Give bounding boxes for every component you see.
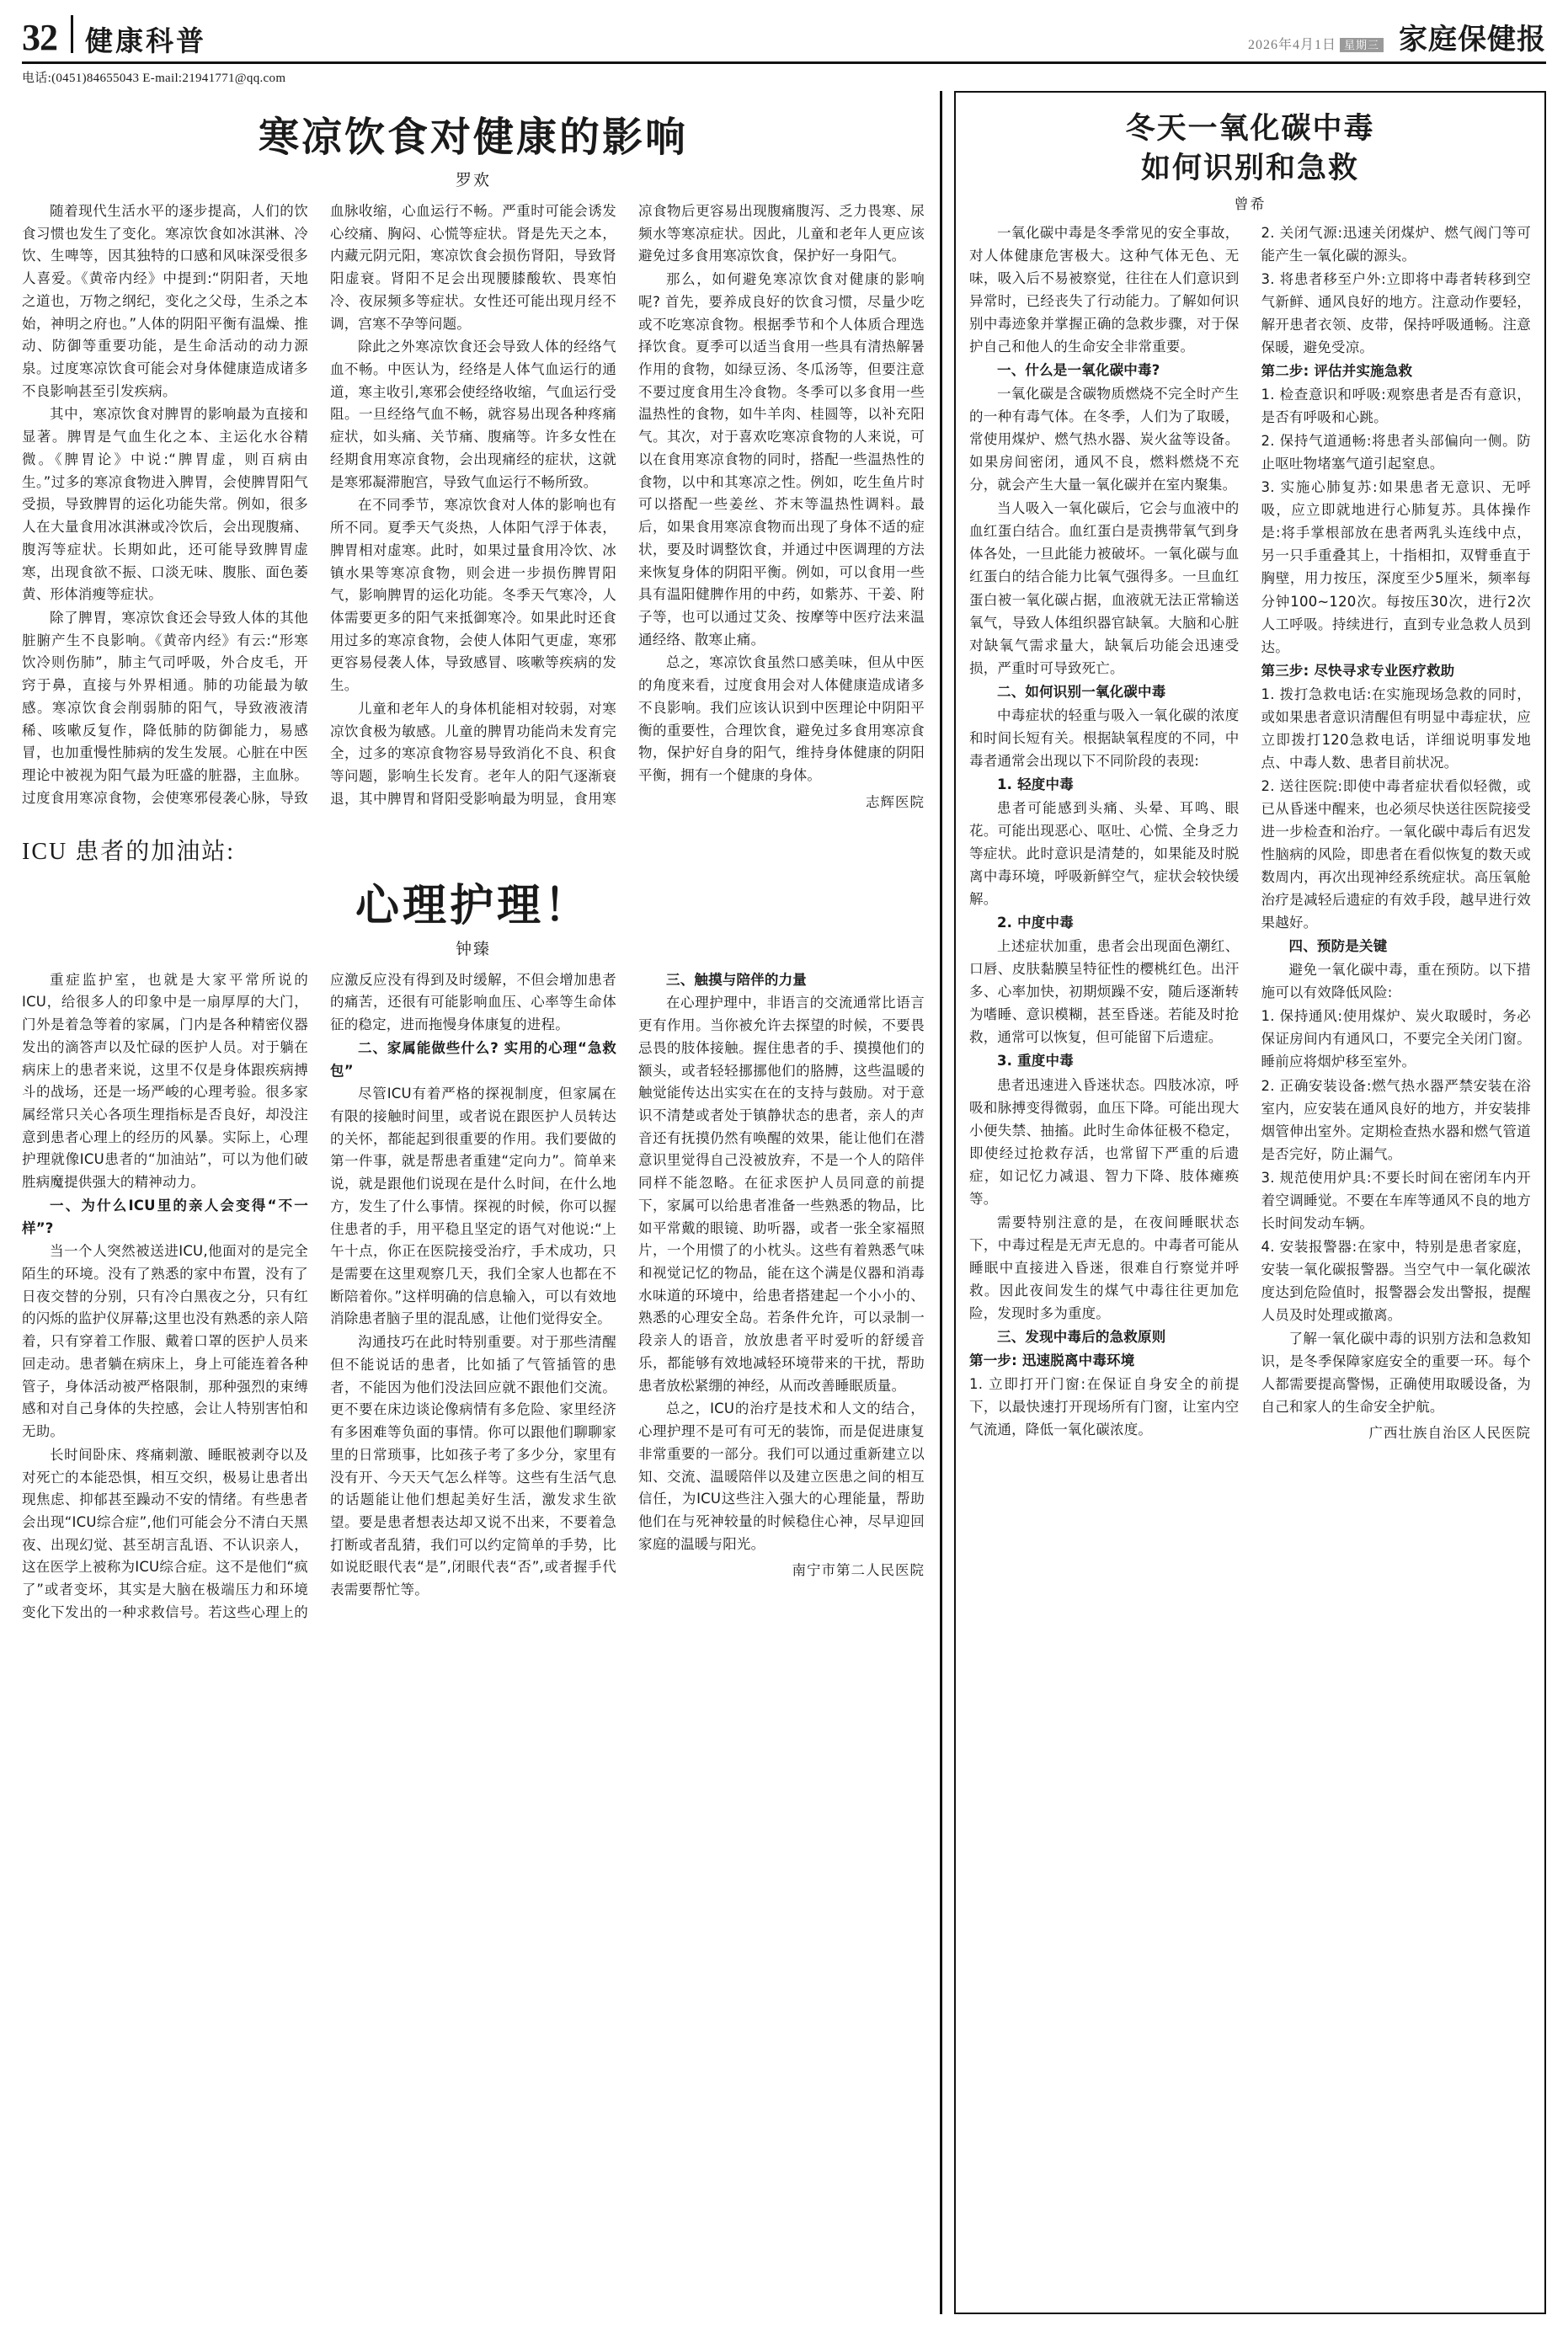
paragraph: 当人吸入一氧化碳后，它会与血液中的血红蛋白结合。血红蛋白是责携带氧气到身体各处，一旦此能力被破坏。一氧化碳与血红蛋白的结合能力比氧气强得多。一旦血红蛋白被一氧化碳占据，血液就无法正常输送氧气，导致人体组织器官缺氧。大脑和心脏对缺氧气需求量大，缺氧后功能会迅速受损，严重时可导致死亡。 [969, 500, 1240, 676]
paragraph: 了解一氧化碳中毒的识别方法和急救知识，是冬季保障家庭安全的重要一环。每个人都需要提高警惕，正确使用取暖设备，为自己和家人的生命安全护航。 [1261, 1331, 1531, 1416]
right-columns [969, 221, 1531, 1442]
list-item: 2. 保持气道通畅:将患者头部偏向一侧。防止呕吐物堵塞气道引起窒息。 [1261, 433, 1531, 472]
list-item-label: 3. 重度中毒 [997, 1053, 1074, 1070]
paragraph: 除此之外寒凉饮食还会导致人体的经络气血不畅。中医认为，经络是人体气血运行的通道，寒主收引,寒邪会使经络收缩，气血运行受阻。一旦经络气血不畅，就容易出现各种疼痛症状，如头痛、关节痛、腹痛等。许多女性在经期食用寒凉食物，会出现痛经的症状，这就是寒邪凝滞胞宫，导致气血运行不畅所致。 [330, 339, 616, 490]
masthead [22, 12, 1546, 64]
subheading: 三、触摸与陪伴的力量 [666, 971, 807, 988]
step-label: 第二步: 评估并实施急救 [1261, 363, 1413, 380]
masthead-divider [71, 15, 73, 53]
paragraph: 儿童和老年人的身体机能相对较弱，对寒凉饮食极为敏感。儿童的脾胃功能尚未发育完全，过多的寒凉食物容易导致消化不良、积食等问题，影响生长发育。老年人的阳气逐渐衰退，其中脾胃和肾阳受影响最为明显，食用寒凉食物后更容易出现腹痛腹泻、乏力畏寒、尿频水等寒凉症状。因此，儿童和老年人更应该避免过多食用寒凉饮食，保护好一身阳气。 [330, 203, 925, 807]
list-item: 4. 安装报警器:在家中，特别是患者家庭，安装一氧化碳报警器。当空气中一氧化碳浓度达到危险值时，报警器会发出警报，提醒人员及时处理或撤离。 [1261, 1238, 1531, 1323]
paragraph: 中毒症状的轻重与吸入一氧化碳的浓度和时间长短有关。根据缺氧程度的不同，中毒者通常会出现以下不同阶段的表现: [969, 707, 1240, 769]
contact-line: 电话:(0451)84655043 E-mail:21941771@qq.com [22, 72, 286, 85]
list-item: 2. 送往医院:即使中毒者症状看似轻微，或已从昏迷中醒来，也必须尽快送往医院接受进一步检查和治疗。一氧化碳中毒后有迟发性脑病的风险，即患者在看似恢复的数天或数周内，再次出现神经系统症状。高压氧舱治疗是减轻后遗症的有效手段，越早进行效果越好。 [1261, 777, 1531, 931]
paragraph: 在心理护理中，非语言的交流通常比语言更有作用。当你被允许去探望的时候，不要畏忌畏的肢体接触。握住患者的手、摸摸他们的额头，或者轻轻挪挪他们的胳膊，这些温暖的触觉能传达出实实在在的支持与鼓励。对于意识不清楚或者处于镇静状态的患者，亲人的声音还有抚摸仍然有唤醒的效果，能让他们在潜意识里觉得自己没被放弃，不是一个人的陪伴同样不能忽略。在征求医护人员同意的前提下，家属可以给患者准备一些熟悉的物品，比如平常戴的眼镜、助听器，或者一张全家福照片，一个用惯了的小枕头。这些有着熟悉气味和视觉记忆的物品，能在这个满是仪器和消毒水味道的环境中，给患者搭建起一个小小的、熟悉的心理安全岛。若条件允许，可以录制一段亲人的语音，放放患者平时爱听的舒缓音乐，都能够有效地减轻环境带来的干扰，帮助患者放松紧绷的神经，从而改善睡眠质量。 [638, 995, 925, 1394]
article1-columns [22, 200, 925, 811]
paragraph: 避免一氧化碳中毒，重在预防。以下措施可以有效降低风险: [1261, 962, 1531, 1001]
paragraph: 当一个人突然被送进ICU,他面对的是完全陌生的环境。没有了熟悉的家中布置，没有了日夜交替的分别，只有冷白黑夜之分，只有红的闪烁的监护仪屏幕;这里也没有熟悉的亲人陪着，只有穿着工作服、戴着口罩的医护人员来回走动。患者躺在病床上，身上可能连着各种管子，身体活动被严格限制，那种强烈的束缚感和对自己身体的失控感，会让人特别害怕和无助。 [22, 1243, 308, 1440]
article1-headline: 寒凉饮食对健康的影响 [258, 115, 688, 160]
article1-byline: 罗欢 [455, 171, 491, 189]
right-byline: 曾希 [1234, 195, 1267, 213]
article2-headline: 心理护理！ [355, 882, 591, 931]
article1-signoff: 志辉医院 [866, 793, 925, 810]
article-cold-diet [22, 104, 925, 811]
issue-weekday: 星期三 [1340, 38, 1384, 52]
list-item: 2. 关闭气源:迅速关闭煤炉、燃气阀门等可能产生一氧化碳的源头。 [1261, 224, 1531, 264]
paragraph: 一氧化碳是含碳物质燃烧不完全时产生的一种有毒气体。在冬季，人们为了取暖，常使用煤炉、燃气热水器、炭火盆等设备。如果房间密闭，通风不良，燃料燃烧不充分，就会产生大量一氧化碳并在室内聚集。 [969, 386, 1240, 493]
paragraph: 除了脾胃，寒凉饮食还会导致人体的其他脏腑产生不良影响。《黄帝内经》有云:“形寒饮冷则伤肺”，肺主气司呼吸，外合皮毛，开窍于鼻，直接与外界相通。肺的功能最为敏感。寒凉饮食会削弱肺的阳气，导致液液清稀、咳嗽反复作，降低肺的防御能力，易感冒，也加重慢性肺病的发生发展。心脏在中医理论中被视为阳气最为旺盛的脏器，主血脉。过度食用寒凉食物，会使寒邪侵袭心脉，导致血脉收缩，心血运行不畅。严重时可能会诱发心绞痛、胸闷、心慌等症状。肾是先天之本，内藏元阴元阳，寒凉饮食会损伤肾阳，导致肾阳虚衰。肾阳不足会出现腰膝酸软、畏寒怕冷、夜尿频多等症状。女性还可能出现月经不调，宫寒不孕等问题。 [22, 203, 616, 806]
paragraph: 其中，寒凉饮食对脾胃的影响最为直接和显著。脾胃是气血生化之本、主运化水谷精微。《脾胃论》中说:“脾胃虚，则百病由生。”过多的寒凉食物进入脾胃，会使脾胃阳气受损，导致脾胃的运化功能失常。例如，很多人在大量食用冰淇淋或冷饮后，会出现腹痛、腹泻等症状。长期如此，还可能导致脾胃虚寒，出现食欲不振、口淡无味、腹胀、面色萎黄、形体消瘦等症状。 [22, 406, 308, 603]
paper-title: 家庭保健报 [1399, 24, 1546, 56]
section-title: 健康科普 [85, 24, 206, 57]
list-item: 3. 规范使用炉具:不要长时间在密闭车内开着空调睡觉。不要在车库等通风不良的地方长时间发动车辆。 [1261, 1169, 1531, 1231]
paragraph: 长时间卧床、疼痛刺激、睡眠被剥夺以及对死亡的本能恐惧，相互交织，极易让患者出现焦虑、抑郁甚至躁动不安的情绪。有些患者会出现“ICU综合症”,他们可能会分不清白天黑夜、出现幻觉、甚至胡言乱语、不认识亲人，这在医学上被称为ICU综合症。这不是他们“疯了”或者变坏，其实是大脑在极端压力和环境变化下发出的一种求救信号。若这些心理上的应激反应没有得到及时缓解，不但会增加患者的痛苦，还很有可能影响血压、心率等生命体征的稳定，进而拖慢身体康复的进程。 [22, 971, 616, 1620]
paragraph: 随着现代生活水平的逐步提高，人们的饮食习惯也发生了变化。寒凉饮食如冰淇淋、冷饮、生啤等，因其独特的口感和风味深受很多人喜爱。《黄帝内经》中提到:“阴阳者，天地之道也，万物之纲纪，变化之父母，生杀之本始，神明之府也。”人体的阴阳平衡有温燥、推动、防御等重要功能，是生命活动的动力源泉。过度寒凉饮食可能会对身体健康造成诸多不良影响甚至引发疾病。 [22, 203, 308, 399]
article-icu-psych [22, 833, 925, 1624]
list-item: 3. 将患者移至户外:立即将中毒者转移到空气新鲜、通风良好的地方。注意动作要轻，解开患者衣领、皮带，保持呼吸通畅。注意保暖，避免受凉。 [1261, 270, 1531, 356]
paragraph: 一氧化碳中毒是冬季常见的安全事故，对人体健康危害极大。这种气体无色、无味，吸入后不易被察觉，往往在人们意识到异常时，已经丧失了行动能力。了解如何识别中毒迹象并掌握正确的急救步骤，对于保护自己和他人的生命安全非常重要。 [969, 224, 1240, 355]
list-item-label: 2. 中度中毒 [997, 915, 1074, 931]
step-label: 第一步: 迅速脱离中毒环境 [969, 1352, 1135, 1369]
list-item: 1. 立即打开门窗:在保证自身安全的前提下，以最快速打开现场所有门窗，让室内空气流通，降低一氧化碳浓度。 [969, 1376, 1240, 1438]
article-co-poisoning [954, 91, 1546, 2314]
right-headline-line2: 如何识别和急救 [1140, 151, 1359, 184]
paragraph: 患者可能感到头痛、头晕、耳鸣、眼花。可能出现恶心、呕吐、心慌、全身乏力等症状。此时意识是清楚的，如果能及时脱离中毒环境，呼吸新鲜空气，症状会较快缓解。 [969, 799, 1240, 908]
page-number: 32 [22, 17, 57, 58]
issue-date-text: 2026年4月1日 [1247, 38, 1336, 52]
paragraph: 上述症状加重，患者会出现面色潮红、口唇、皮肤黏膜呈特征性的樱桃红色。出汗多、心率加快，初期烦躁不安，随后逐渐转为嗜睡、意识模糊，甚至昏迷。若能及时抢救，通常可以恢复，但可能留下后遗症。 [969, 938, 1240, 1046]
issue-date [1248, 34, 1399, 56]
subheading: 三、发现中毒后的急救原则 [997, 1329, 1166, 1346]
subheading: 二、家属能做些什么? 实用的心理“急救包” [330, 1039, 616, 1079]
right-headline-line1: 冬天一氧化碳中毒 [1125, 112, 1375, 145]
step-label: 第三步: 尽快寻求专业医疗救助 [1261, 662, 1455, 679]
subheading: 二、如何识别一氧化碳中毒 [997, 683, 1166, 700]
paragraph: 在不同季节，寒凉饮食对人体的影响也有所不同。夏季天气炎热，人体阳气浮于体表，脾胃相对虚寒。此时，如果过量食用冷饮、冰镇水果等寒凉食物，则会进一步损伤脾胃阳气，影响脾胃的运化功能。冬季天气寒冷，人体需要更多的阳气来抵御寒冷。如果此时还食用过多的寒凉食物，会使人体阳气更虚，寒邪更容易侵袭人体，导致感冒、咳嗽等疾病的发生。 [330, 497, 616, 694]
list-item: 1. 保持通风:使用煤炉、炭火取暖时，务必保证房间内有通风口，不要完全关闭门窗。睡前应将烟炉移至室外。 [1261, 1008, 1531, 1070]
paragraph: 需要特别注意的是，在夜间睡眠状态下，中毒过程是无声无息的。中毒者可能从睡眠中直接进入昏迷，很难自行察觉并呼救。因此夜间发生的煤气中毒往往更加危险，发现时多为重度。 [969, 1214, 1240, 1321]
subheading: 一、什么是一氧化碳中毒? [997, 362, 1160, 379]
list-item: 1. 拨打急救电话:在实施现场急救的同时，或如果患者意识清醒但有明显中毒症状，应立即拨打120急救电话，详细说明事发地点、中毒人数、患者目前状况。 [1261, 686, 1531, 771]
article2-kicker: ICU 患者的加油站: [22, 838, 236, 865]
list-item: 1. 检查意识和呼吸:观察患者是否有意识，是否有呼吸和心跳。 [1261, 387, 1531, 426]
right-headline [969, 109, 1531, 189]
paragraph: 患者迅速进入昏迷状态。四肢冰凉，呼吸和脉搏变得微弱，血压下降。可能出现大小便失禁、抽搐。此时生命体征极不稳定，即使经过抢救存活，也常留下严重的后遗症，如记忆力减退、智力下降、肢体瘫痪等。 [969, 1076, 1240, 1207]
subheading: 四、预防是关键 [1288, 938, 1388, 955]
paragraph: 重症监护室，也就是大家平常所说的ICU，给很多人的印象中是一扇厚厚的大门，门外是着急等着的家属，门内是各种精密仪器发出的滴答声以及忙碌的医护人员。对于躺在病床上的患者来说，这里不仅是身体跟疾病搏斗的战场，还是一场严峻的心理考验。很多家属经常只关心各项生理指标是否良好，却没注意到患者心理上的经历的风暴。实际上，心理护理就像ICU患者的“加油站”，可以为他们破胜病魔提供强大的精神动力。 [22, 971, 308, 1191]
paragraph: 那么，如何避免寒凉饮食对健康的影响呢? 首先，要养成良好的饮食习惯，尽量少吃或不吃寒凉食物。根据季节和个人体质合理选择饮食。夏季可以适当食用一些具有清热解暑作用的食物，如绿豆汤、冬瓜汤等，但要注意不要过度食用生冷食物。冬季可以多食用一些温热性的食物，如牛羊肉、桂圆等，以补充阳气。其次，对于喜欢吃寒凉食物的人来说，可以在食用寒凉食物的同时，搭配一些温热性的食物，以中和其寒凉之性。例如，吃生鱼片时可以搭配一些姜丝、芥末等温热性调料。最后，如果食用寒凉食物而出现了身体不适的症状，要及时调整饮食，并通过中医调理的方法来恢复身体的阴阳平衡。例如，可以食用一些具有温阳健脾作用的中药，如紫苏、干姜、附子等，也可以通过艾灸、按摩等中医疗法来温通经络、散寒止痛。 [638, 271, 925, 648]
left-column-zone [22, 91, 940, 2314]
article2-signoff: 南宁市第二人民医院 [792, 1562, 925, 1579]
list-item: 3. 实施心肺复苏:如果患者无意识、无呼吸，应立即就地进行心肺复苏。具体操作是:将手掌根部放在患者两乳头连线中点，另一只手重叠其上，十指相扣，双臂垂直于胸壁，用力按压，深度至少5厘米，频率每分钟100~120次。每按压30次，进行2次人工呼吸。持续进行，直到专业急救人员到达。 [1261, 479, 1531, 655]
paragraph: 总之，ICU的治疗是技术和人文的结合，心理护理不是可有可无的装饰，而是促进康复非常重要的一部分。我们可以通过重新建立以知、交流、温暖陪伴以及建立医患之间的相互信任，为ICU这些注入强大的心理能量，帮助他们在与死神较量的时候稳住心神，尽早迎回家庭的温暖与阳光。 [638, 1400, 925, 1552]
list-item: 2. 正确安装设备:燃气热水器严禁安装在浴室内，应安装在通风良好的地方，并安装排烟管伸出室外。定期检查热水器和燃气管道是否完好，防止漏气。 [1261, 1077, 1531, 1162]
right-signoff: 广西壮族自治区人民医院 [1368, 1425, 1531, 1442]
column-divider [940, 91, 942, 2314]
subheading: 一、为什么ICU里的亲人会变得“不一样”? [22, 1197, 308, 1236]
paragraph: 尽管ICU有着严格的探视制度，但家属在有限的接触时间里，或者说在跟医护人员转达的关怀，都能起到很重要的作用。我们要做的第一件事，就是帮患者重建“定向力”。简单来说，就是跟他们说现在是什么时间，在什么地方，发生了什么事情。探视的时候，你可以握住患者的手，用平稳且坚定的语气对他说:“上午十点，你正在医院接受治疗，手术成功，只是需要在这里观察几天，我们全家人也都在不断陪着你。”这样明确的信息输入，可以有效地消除患者脑子里的混乱感，让他们觉得安全。 [330, 1086, 616, 1327]
article2-columns [22, 969, 925, 1624]
paragraph: 总之，寒凉饮食虽然口感美味，但从中医的角度来看，过度食用会对人体健康造成诸多不良影响。我们应该认识到中医理论中阴阳平衡的重要性，合理饮食，避免过多食用寒凉食物，保护好自身的阳气，维持身体健康的阴阳平衡，拥有一个健康的身体。 [638, 654, 925, 783]
list-item-label: 1. 轻度中毒 [997, 776, 1074, 792]
article2-byline: 钟臻 [455, 939, 491, 958]
page-body [22, 91, 1546, 2314]
paragraph: 沟通技巧在此时特别重要。对于那些清醒但不能说话的患者，比如插了气管插管的患者，不能因为他们没法回应就不跟他们交流。更不要在床边谈论像病情有多危险、家里经济有多困难等负面的事情。你可以跟他们聊聊家里的日常琐事，比如孩子考了多少分，家里有没有开、今天天气怎么样等。这些有生活气息的话题能让他们想起美好生活，激发求生欲望。要是患者想表达却又说不出来，不要着急打断或者乱猜，我们可以约定简单的手势，比如说眨眼代表“是”,闭眼代表“否”,或者握手代表需要帮忙等。 [330, 1334, 616, 1598]
